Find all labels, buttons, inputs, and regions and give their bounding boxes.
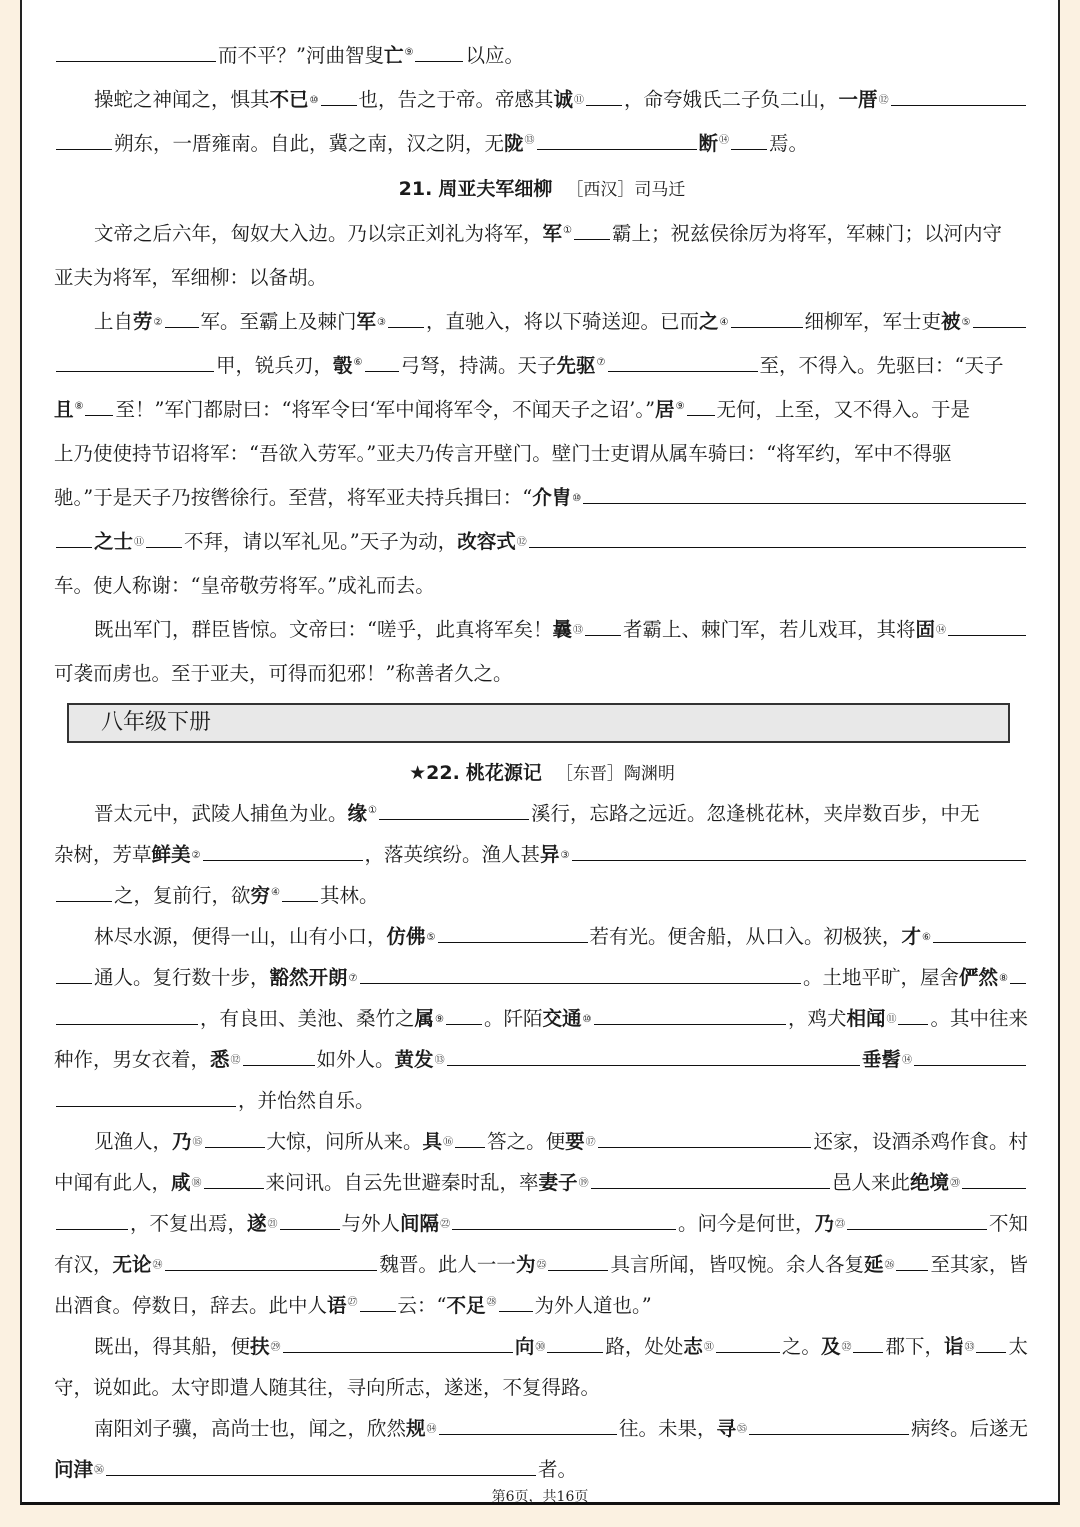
answer-blank[interactable] — [56, 43, 216, 62]
answer-blank[interactable] — [452, 1211, 676, 1230]
answer-blank[interactable] — [446, 1006, 482, 1025]
answer-blank[interactable] — [280, 1211, 340, 1230]
answer-blank[interactable] — [146, 529, 182, 548]
answer-blank[interactable] — [749, 1416, 909, 1435]
answer-blank[interactable] — [548, 1252, 608, 1271]
text-line: 通人。复行数十步， 豁然开朗 ⑦ 。土地平旷，屋舍 俨然 ⑧ — [54, 964, 1028, 995]
answer-blank[interactable] — [447, 1047, 860, 1066]
text-line: ，并怡然自乐。 — [54, 1087, 1028, 1114]
text-line: 林尽水源，便得一山，山有小口， 仿佛 ⑤ 若有光。便舍船，从口入。初极狭， 才 ⑥ — [54, 923, 1028, 954]
text-line: 甲，锐兵刃，彀⑥ 弓弩，持满。天子先驱⑦ 至，不得入。先驱曰：“天子 — [54, 352, 1028, 379]
answer-blank[interactable] — [973, 309, 1027, 328]
text-line: 上乃使使持节诏将军：“吾欲入劳军。”亚夫乃传言开壁门。壁门士吏谓从属车骑曰：“将军约，军中不得驱 — [54, 442, 952, 465]
answer-blank[interactable] — [56, 353, 214, 372]
text-line: ，有良田、美池、桑竹之 属 ⑨ 。阡陌 交通 ⑩ ，鸡犬 相闻 ⑪ 。其中往来 — [54, 1005, 1028, 1036]
text-line: 上自 劳 ② 军。至霸上及棘门 军 ③ ，直驰入，将以下骑送迎。已而 之 ④ 细柳军，军士吏 被 ⑤ — [54, 308, 1028, 339]
text-line: 种作，男女衣着， 悉 ⑫ 如外人。 黄发 ⑬ 垂髫 ⑭ — [54, 1046, 1028, 1077]
answer-blank[interactable] — [56, 131, 112, 150]
section-header: 八年级下册 — [67, 703, 1010, 743]
text-line: 文帝之后六年，匈奴大入边。乃以宗正刘礼为将军，军① 霸上；祝兹侯徐厉为将军，军棘门；以河内守 — [94, 222, 1003, 245]
answer-blank[interactable] — [591, 1170, 830, 1189]
answer-blank[interactable] — [282, 883, 318, 902]
answer-blank[interactable] — [716, 1334, 780, 1353]
answer-blank[interactable] — [608, 353, 758, 372]
answer-blank[interactable] — [388, 309, 424, 328]
lesson-title: 21. 周亚夫军细柳 ［西汉］司马迁 — [398, 178, 686, 200]
star-icon: ★ — [409, 762, 427, 784]
answer-blank[interactable] — [56, 529, 92, 548]
text-line: 之士 ⑪ 不拜，请以军礼见。”天子为动， 改容式 ⑫ — [54, 528, 1028, 559]
text-line: 朔东，一厝雍南。自此，冀之南，汉之阴，无陇⑬ 断⑭ 焉。 — [54, 130, 1028, 157]
answer-blank[interactable] — [847, 1211, 987, 1230]
answer-blank[interactable] — [896, 1252, 928, 1271]
answer-blank[interactable] — [360, 1293, 396, 1312]
lesson-title: ★22. 桃花源记 ［东晋］陶渊明 — [409, 762, 675, 784]
answer-blank[interactable] — [586, 87, 622, 106]
answer-blank[interactable] — [205, 1129, 265, 1148]
text-line: ，不复出焉， 遂 $^㉑$ 与外人 间隔 $^㉒$ 。问今是何世， 乃 $^㉓$ 不知 — [54, 1210, 1028, 1241]
text-line: 既出，得其船，便 扶 $^㉙$ 向 $^㉚$ 路，处处 志 $^㉛$ 之。 及 $^㉜$ 郡下， 诣 $^㉝$ 太 — [94, 1335, 1028, 1358]
answer-blank[interactable] — [85, 397, 113, 416]
answer-blank[interactable] — [360, 965, 802, 984]
text-line: 杂树，芳草 鲜美 ② ，落英缤纷。渔人甚 异 ③ — [54, 841, 1028, 872]
answer-blank[interactable] — [455, 1129, 485, 1148]
text-line: 见渔人， 乃 ⑮ 大惊，问所从来。 具 ⑯ 答之。便 要 ⑰ 还家，设酒杀鸡作食。村 — [94, 1130, 1028, 1153]
answer-blank[interactable] — [56, 1006, 198, 1025]
answer-blank[interactable] — [56, 883, 112, 902]
text-line: 晋太元中，武陵人捕鱼为业。缘① 溪行，忘路之远近。忽逢桃花林，夹岸数百步，中无 — [94, 802, 980, 825]
answer-blank[interactable] — [537, 131, 697, 150]
answer-blank[interactable] — [948, 617, 1026, 636]
answer-blank[interactable] — [56, 1088, 236, 1107]
answer-blank[interactable] — [529, 529, 1026, 548]
answer-blank[interactable] — [572, 842, 1027, 861]
answer-blank[interactable] — [379, 801, 529, 820]
text-line: 而不平？”河曲智叟亡⑨ 以应。 — [54, 42, 1028, 69]
answer-blank[interactable] — [204, 1170, 264, 1189]
answer-blank[interactable] — [56, 965, 92, 984]
answer-blank[interactable] — [574, 221, 610, 240]
text-line: 且⑧ 至！”军门都尉曰：“将军令曰‘军中闻将军令，不闻天子之诏’。”居⑨ 无何，上至，又不得入。于是 — [54, 398, 971, 421]
answer-blank[interactable] — [594, 1006, 786, 1025]
answer-blank[interactable] — [438, 924, 588, 943]
answer-blank[interactable] — [165, 1252, 378, 1271]
answer-blank[interactable] — [415, 43, 463, 62]
answer-blank[interactable] — [321, 87, 357, 106]
text-line: 操蛇之神闻之，惧其 不已 ⑩ 也，告之于帝。帝感其 诚 ⑪ ，命夸娥氏二子负二山， 一厝 ⑫ — [54, 86, 1028, 117]
answer-blank[interactable] — [598, 1129, 812, 1148]
answer-blank[interactable] — [585, 617, 621, 636]
answer-blank[interactable] — [365, 353, 399, 372]
worksheet-page — [20, 0, 1060, 1505]
text-line: 车。使人称谢：“皇帝敬劳将军。”成礼而去。 — [54, 574, 435, 597]
text-line: 驰。”于是天子乃按辔徐行。至营，将军亚夫持兵揖曰：“ 介胄 ⑩ — [54, 484, 1028, 515]
text-line: 可袭而虏也。至于亚夫，可得而犯邪！”称善者久之。 — [54, 662, 513, 685]
answer-blank[interactable] — [976, 1334, 1006, 1353]
answer-blank[interactable] — [933, 924, 1026, 943]
answer-blank[interactable] — [243, 1047, 315, 1066]
answer-blank[interactable] — [914, 1047, 1026, 1066]
answer-blank[interactable] — [439, 1416, 617, 1435]
text-line: 守，说如此。太守即遣人随其往，寻向所志，遂迷，不复得路。 — [54, 1376, 601, 1399]
answer-blank[interactable] — [853, 1334, 883, 1353]
answer-blank[interactable] — [106, 1457, 536, 1476]
answer-blank[interactable] — [687, 397, 715, 416]
answer-blank[interactable] — [731, 131, 767, 150]
page-footer: 第6页，共16页 — [491, 1489, 589, 1505]
text-line: 有汉， 无论 $^㉔$ 魏晋。此人一一 为 $^㉕$ 具言所闻，皆叹惋。余人各复 延 $^㉖$ 至其家，皆 — [54, 1253, 1028, 1276]
text-line: 亚夫为将军，军细柳：以备胡。 — [54, 266, 328, 289]
answer-blank[interactable] — [731, 309, 803, 328]
answer-blank[interactable] — [165, 309, 199, 328]
answer-blank[interactable] — [203, 842, 363, 861]
answer-blank[interactable] — [898, 1006, 928, 1025]
answer-blank[interactable] — [962, 1170, 1026, 1189]
answer-blank[interactable] — [283, 1334, 513, 1353]
text-line: 中闻有此人， 咸 ⑱ 来问讯。自云先世避秦时乱，率 妻子 ⑲ 邑人来此 绝境 ⑳ — [54, 1169, 1028, 1200]
text-line: 既出军门，群臣皆惊。文帝曰：“嗟乎，此真将军矣！ 曩 ⑬ 者霸上、棘门军，若儿戏耳，其将 固 ⑭ — [54, 616, 1028, 647]
answer-blank[interactable] — [56, 1211, 128, 1230]
answer-blank[interactable] — [583, 485, 1026, 504]
answer-blank[interactable] — [1010, 965, 1026, 984]
text-line: 南阳刘子骥，高尚士也，闻之，欣然 规 $^㉞$ 往。未果， 寻 $^㉟$ 病终。后遂无 — [94, 1417, 1028, 1440]
text-line: 之，复前行，欲穷④ 其林。 — [54, 882, 1028, 909]
text-line: 出酒食。停数日，辞去。此中人语$^㉗$ 云：“不足$^㉘$ 为外人道也。” — [54, 1294, 652, 1317]
answer-blank[interactable] — [499, 1293, 533, 1312]
answer-blank[interactable] — [891, 87, 1026, 106]
text-line: 问津 $^㊱$ 者。 — [54, 1458, 578, 1481]
answer-blank[interactable] — [547, 1334, 603, 1353]
